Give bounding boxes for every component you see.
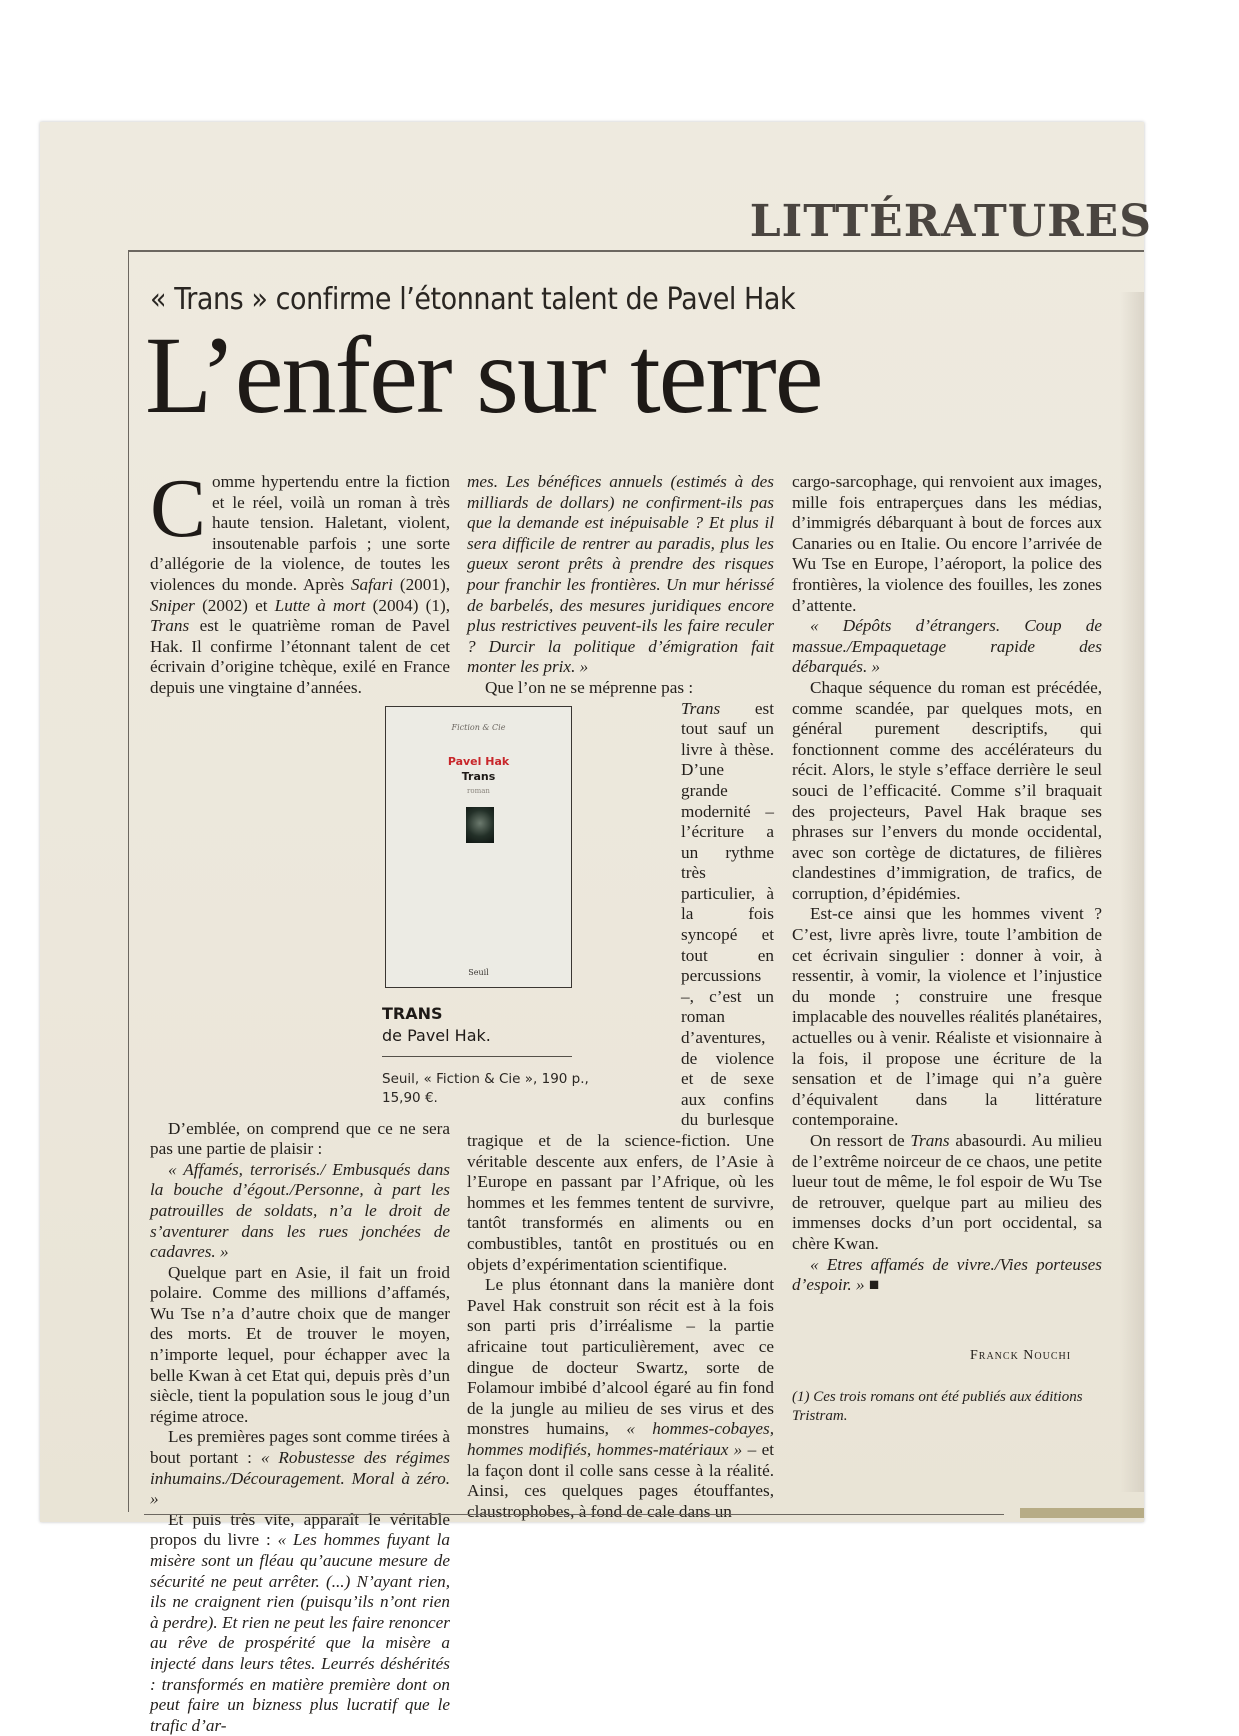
bottom-rule [144, 1514, 1004, 1515]
author-signature: Franck Nouchi [970, 1348, 1072, 1363]
quote-paragraph [792, 616, 1102, 678]
caption-author: de Pavel Hak. [382, 1026, 491, 1045]
section-title: LITTÉRATURES [749, 196, 1152, 247]
quote: mes. Les bénéfices annuels (estimés à des milliards de dollars) ne confirment-ils pas que la demande est inépuisable ? Et plus il sera difficile de rentrer au paradis, plus les gueux seront prêts à prendre des risques pour franchir les frontières. Un mur hérissé de barbelés, des mesures juridiques encore plus restrictives peuvent-ils les faire reculer ? Durcir la politique d’émigration fait monter les prix. » [467, 472, 774, 677]
paragraph: cargo-sarcophage, qui renvoient aux images, mille fois entraperçues dans les médias, d’immigrés débarquant à bout de forces aux Canaries ou en Italie. Ou encore l’arrivée de Wu Tse en Europe, l’aéroport, la police des frontières, la violence des fouilles, les zones d’attente. [792, 472, 1102, 615]
paragraph: Est-ce ainsi que les hommes vivent ? C’est, livre après livre, toute l’ambition de cet écrivain singulier : donner à voir, à ressentir, à vomir, la violence et l’injustice du monde ; construire une fresque implacable des nouvelles réalités planétaires, actuelles ou à venir. Réaliste et visionnaire à la fois, il propose une écriture de la sensation et de l’image qui n’a guère d’équivalent dans la littérature contemporaine. [792, 904, 1102, 1130]
paragraph [792, 1131, 1102, 1255]
quote-paragraph [467, 472, 774, 678]
text: (2004) (1), [365, 595, 450, 615]
text: omme hypertendu entre la fiction et le réel, voilà un roman à très haute tension. Haletant, violent, insoutenable parfois ; une sorte d’allégorie de la violence, de toutes les violences du monde. Après [150, 472, 450, 594]
book-title: Sniper [150, 595, 195, 615]
text: (2001), [392, 574, 450, 594]
quote-paragraph [150, 1160, 450, 1263]
book-cover [385, 706, 572, 988]
newspaper-clipping [40, 122, 1152, 1735]
quote: « Robustesse des régimes inhumains./Découragement. Moral à zéro. » [150, 1448, 450, 1509]
paragraph: Chaque séquence du roman est précédée, comme scandée, par quelques mots, en général purement descriptifs, qui fonctionnent comme des accélérateurs du récit. Alors, le style s’efface derrière le seul souci de l’efficacité. Comme s’il braquait des projecteurs, Pavel Hak braque ses phrases sur l’envers du monde occidental, avec son cortège de dictatures, de filières clandestines d’immigration, de trafics, de corruption, d’épidémies. [792, 677, 1102, 903]
caption-publication: Seuil, « Fiction & Cie », 190 p., 15,90 €. [382, 1071, 589, 1106]
quote: « Les hommes fuyant la misère sont un fléau qu’aucune mesure de sécurité ne peut arrêter. (...) N’ayant rien, ils ne craignent rien (puisqu’ils n’ont rien à perdre). Et rien ne peut les faire renoncer au rêve de prospérité que la misère a injecté dans leurs têtes. Leurrés déshérités : transformés en matière première dont on peut faire un bizness plus lucratif que le trafic d’ar- [150, 1530, 450, 1735]
article-kicker: « Trans » confirme l’étonnant talent de Pavel Hak [150, 282, 796, 317]
footnote: (1) Ces trois romans ont été publiés aux éditions Tristram. [792, 1389, 1083, 1424]
left-rule [128, 250, 129, 1512]
quote: « Dépôts d’étrangers. Coup de massue./Empaquetage rapide des débarqués. » [792, 616, 1102, 677]
cover-publisher: Seuil [468, 968, 489, 977]
quote: « Affamés, terrorisés./ Embusqués dans la bouche d’égout./Personne, à part les patrouilles de soldats, n’a le droit de s’aventurer dans les rues jonchées de cadavres. » [150, 1159, 450, 1262]
paragraph [150, 1427, 450, 1509]
column-3 [792, 472, 1102, 1296]
text: (2002) et [194, 595, 275, 615]
text: Les premières pages sont comme tirées à bout portant : [150, 1427, 450, 1468]
bleed-through-shade [1120, 292, 1144, 1492]
text: On ressort de [810, 1131, 911, 1150]
paragraph: Que l’on ne se méprenne pas : [485, 677, 694, 697]
column-2 [467, 472, 774, 1522]
paragraph: Quelque part en Asie, il fait un froid polaire. Comme des millions d’affamés, Wu Tse n’a d’autre choix que de manger des morts. Et de trouver le moyen, n’importe lequel, pour échapper avec la belle Kwan à cet Etat qui, depuis près d’un siècle, tient la population sous le joug d’un régime atroce. [150, 1262, 450, 1426]
text: est le quatrième roman de Pavel Hak. Il confirme l’étonnant talent de cet écrivain d’origine tchèque, exilé en France depuis une vingtaine d’années. [150, 616, 450, 697]
book-title: Trans [150, 616, 190, 636]
text: est tout sauf un livre à thèse. D’une grande modernité – l’écriture a un rythme très particulier, à la fois syncopé et tout en percussions –, c’est un roman d’aventures, de violence et de sexe aux confins du burlesque tragique et de la science-fiction. Une véritable descente aux enfers, de l’Asie à l’Europe en passant par l’Afrique, où les hommes et les femmes tentent de survivre, tantôt transformés en aliments ou en combustibles, tantôt en prostitués ou en objets d’expérimentation scientifique. [467, 698, 774, 1274]
book-title: Lutte à mort [274, 595, 366, 615]
book-title: Trans [910, 1131, 950, 1150]
article-headline: L’enfer sur terre [145, 314, 822, 436]
drop-cap: C [150, 462, 207, 555]
bottom-band [1020, 1508, 1144, 1518]
cover-illustration [466, 807, 494, 843]
caption-title: TRANS [382, 1004, 443, 1023]
top-rule [128, 250, 1144, 252]
caption-rule [382, 1056, 572, 1057]
paragraph [150, 1510, 450, 1736]
book-title: Trans [681, 698, 721, 718]
quote-paragraph [792, 1255, 1102, 1296]
cover-collection: Fiction & Cie [451, 723, 506, 732]
quote: « hommes-cobayes, hommes modifiés, hommes-matériaux » [467, 1419, 774, 1459]
text: abasourdi. Au milieu de l’extrême noirceur de ce chaos, une petite lueur tout de même, le fol espoir de Wu Tse de retrouver, quelque part au milieu des immenses docks d’un port occidental, sa chère Kwan. [792, 1131, 1102, 1253]
text: Le plus étonnant dans la manière dont Pavel Hak construit son récit est à la fois son parti pris d’irréalisme – la partie africaine tout particulièrement, avec ce dingue de docteur Swartz, sorte de Folamour imbibé d’alcool égaré au fin fond de la jungle au milieu de ses virus et des monstres humains, [467, 1275, 774, 1439]
book-title: Safari [350, 574, 393, 594]
cover-author: Pavel Hak [447, 755, 510, 768]
paragraph [150, 462, 450, 699]
paragraph [467, 1275, 774, 1522]
text: – et la façon dont il colle sans cesse à la réalité. Ainsi, ces quelques pages étouffantes, claustrophobes, à fond de cale dans un [467, 1439, 774, 1521]
text: Et puis très vite, apparaît le véritable propos du livre : [150, 1509, 450, 1550]
end-mark: ■ [864, 1275, 880, 1295]
paragraph: D’emblée, on comprend que ce ne sera pas une partie de plaisir : [150, 1118, 450, 1159]
quote: « Etres affamés de vivre./Vies porteuses d’espoir. » [792, 1254, 1102, 1295]
cover-subtitle: roman [467, 787, 490, 795]
cover-title: Trans [461, 770, 496, 783]
